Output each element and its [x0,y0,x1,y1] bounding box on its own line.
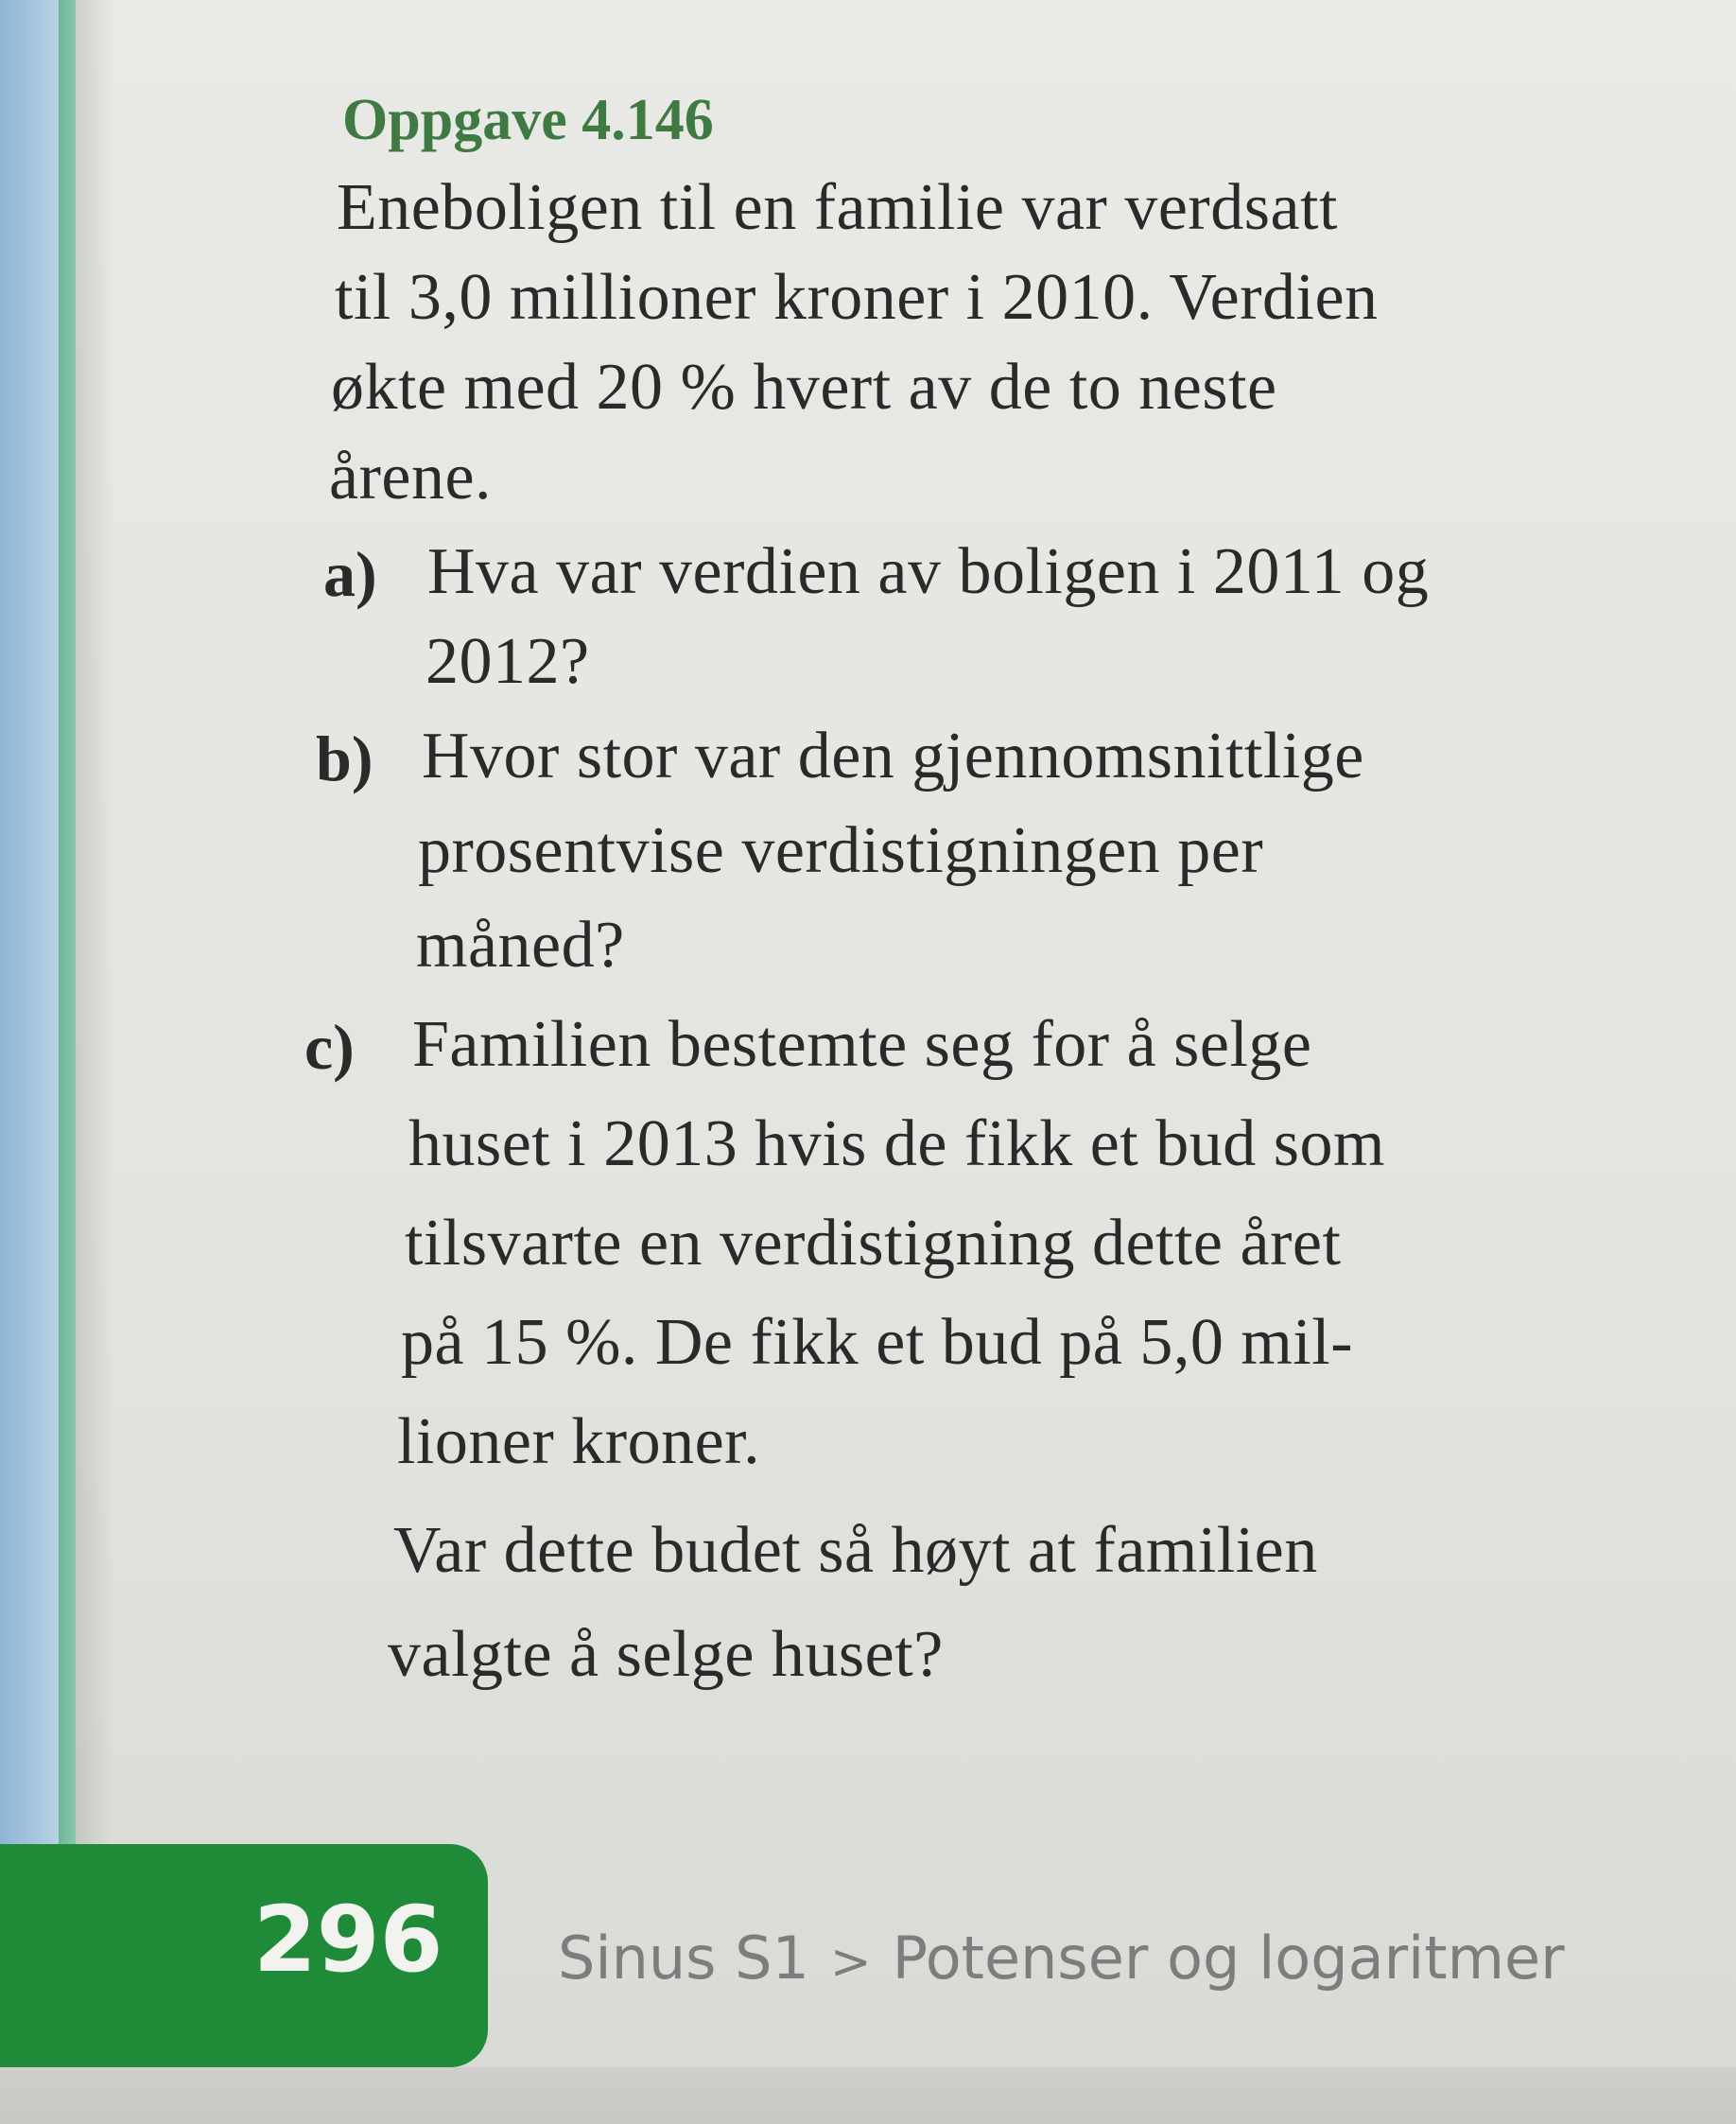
intro-line: Eneboligen til en familie var verdsatt [337,171,1338,244]
breadcrumb [558,1924,1565,1993]
part-a-label: a) [323,538,377,610]
page-bottom-edge [0,2067,1736,2124]
part-c-line: Familien bestemte seg for å selge [412,1008,1312,1081]
chevron-right-icon: > [829,1934,872,1991]
intro-line: til 3,0 millioner kroner i 2010. Verdien [335,261,1379,334]
part-c-label: c) [304,1011,355,1083]
part-c-line: lioner kroner. [397,1405,761,1478]
intro-line: økte med 20 % hvert av de to neste [331,351,1277,424]
intro-line: årene. [329,441,493,514]
part-c-line: valgte å selge huset? [388,1618,944,1691]
part-b-label: b) [316,723,373,794]
part-c-line: Var dette budet så høyt at familien [393,1514,1318,1587]
part-b-line: Hvor stor var den gjennomsnittlige [422,720,1364,792]
page-number: 296 [253,1887,443,1993]
part-a-line: Hva var verdien av boligen i 2011 og [427,535,1430,608]
breadcrumb-chapter: Potenser og logaritmer [892,1924,1565,1993]
part-a-line: 2012? [425,625,590,698]
exercise-heading: Oppgave 4.146 [342,88,714,152]
part-b-line: måned? [416,909,625,982]
part-b-line: prosentvise verdistigningen per [418,814,1264,887]
part-c-line: på 15 %. De fikk et bud på 5,0 mil- [401,1306,1354,1379]
breadcrumb-book: Sinus S1 [558,1924,809,1993]
part-c-line: tilsvarte en verdistigning dette året [405,1207,1342,1280]
part-c-line: huset i 2013 hvis de fikk et bud som [408,1107,1385,1180]
